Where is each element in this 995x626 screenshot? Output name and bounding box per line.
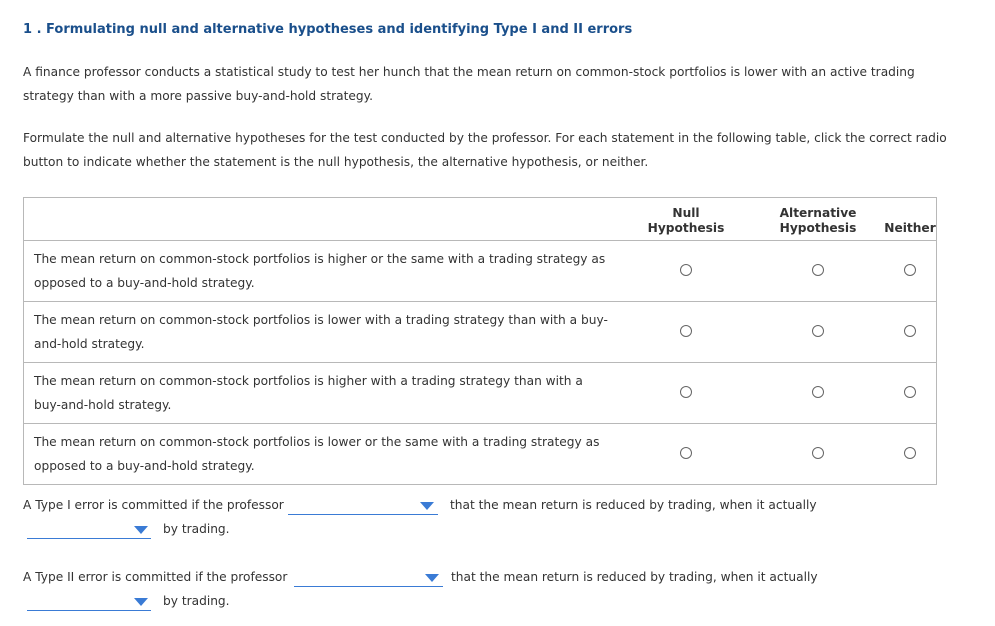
type1-suffix: by trading. <box>163 522 230 536</box>
radio-null[interactable] <box>680 386 692 398</box>
table-row <box>24 241 937 302</box>
question-instructions: Formulate the null and alternative hypotheses for the test conducted by the professor. For each statement in the following table, click the correct radio button to indicate whether the statement is the null hypothesis, the alternative hypothesis, or neither. <box>23 131 947 169</box>
radio-alternative[interactable] <box>812 447 824 459</box>
type2-middle: that the mean return is reduced by trading, when it actually <box>451 570 818 584</box>
table-header-row <box>24 198 937 241</box>
radio-alternative[interactable] <box>812 325 824 337</box>
question-intro: A finance professor conducts a statistical study to test her hunch that the mean return on common-stock portfolios is lower with an active trading strategy than with a more passive buy-and-hold strategy. <box>23 65 915 103</box>
table-row <box>24 424 937 485</box>
statement-text: The mean return on common-stock portfolios is lower with a trading strategy than with a buy-and-hold strategy. <box>24 302 621 363</box>
statement-header <box>24 198 621 241</box>
statement-text: The mean return on common-stock portfolios is higher with a trading strategy than with a buy-and-hold strategy. <box>24 363 621 424</box>
question-title: 1 . Formulating null and alternative hypotheses and identifying Type I and II errors <box>23 22 633 37</box>
type2-decision-dropdown[interactable] <box>294 586 443 587</box>
radio-neither[interactable] <box>904 325 916 337</box>
alternative-header: Alternative Hypothesis <box>752 198 884 241</box>
radio-neither[interactable] <box>904 264 916 276</box>
type2-suffix: by trading. <box>163 594 230 608</box>
radio-null[interactable] <box>680 325 692 337</box>
type1-decision-dropdown[interactable] <box>288 514 438 515</box>
radio-null[interactable] <box>680 447 692 459</box>
type2-prefix: A Type II error is committed if the professor <box>23 570 288 584</box>
type2-reality-dropdown[interactable] <box>27 610 151 611</box>
radio-neither[interactable] <box>904 447 916 459</box>
radio-neither[interactable] <box>904 386 916 398</box>
type1-prefix: A Type I error is committed if the professor <box>23 498 284 512</box>
chevron-down-icon[interactable] <box>134 526 148 534</box>
radio-null[interactable] <box>680 264 692 276</box>
statement-text: The mean return on common-stock portfolios is higher or the same with a trading strategy as opposed to a buy-and-hold strategy. <box>24 241 621 302</box>
radio-alternative[interactable] <box>812 386 824 398</box>
null-header: Null Hypothesis <box>620 198 752 241</box>
type1-reality-dropdown[interactable] <box>27 538 151 539</box>
hypothesis-table <box>23 197 937 485</box>
type1-middle: that the mean return is reduced by trading, when it actually <box>450 498 817 512</box>
chevron-down-icon[interactable] <box>420 502 434 510</box>
chevron-down-icon[interactable] <box>134 598 148 606</box>
neither-header: Neither <box>884 198 937 241</box>
chevron-down-icon[interactable] <box>425 574 439 582</box>
statement-text: The mean return on common-stock portfolios is lower or the same with a trading strategy as opposed to a buy-and-hold strategy. <box>24 424 621 485</box>
radio-alternative[interactable] <box>812 264 824 276</box>
table-row <box>24 363 937 424</box>
table-row <box>24 302 937 363</box>
